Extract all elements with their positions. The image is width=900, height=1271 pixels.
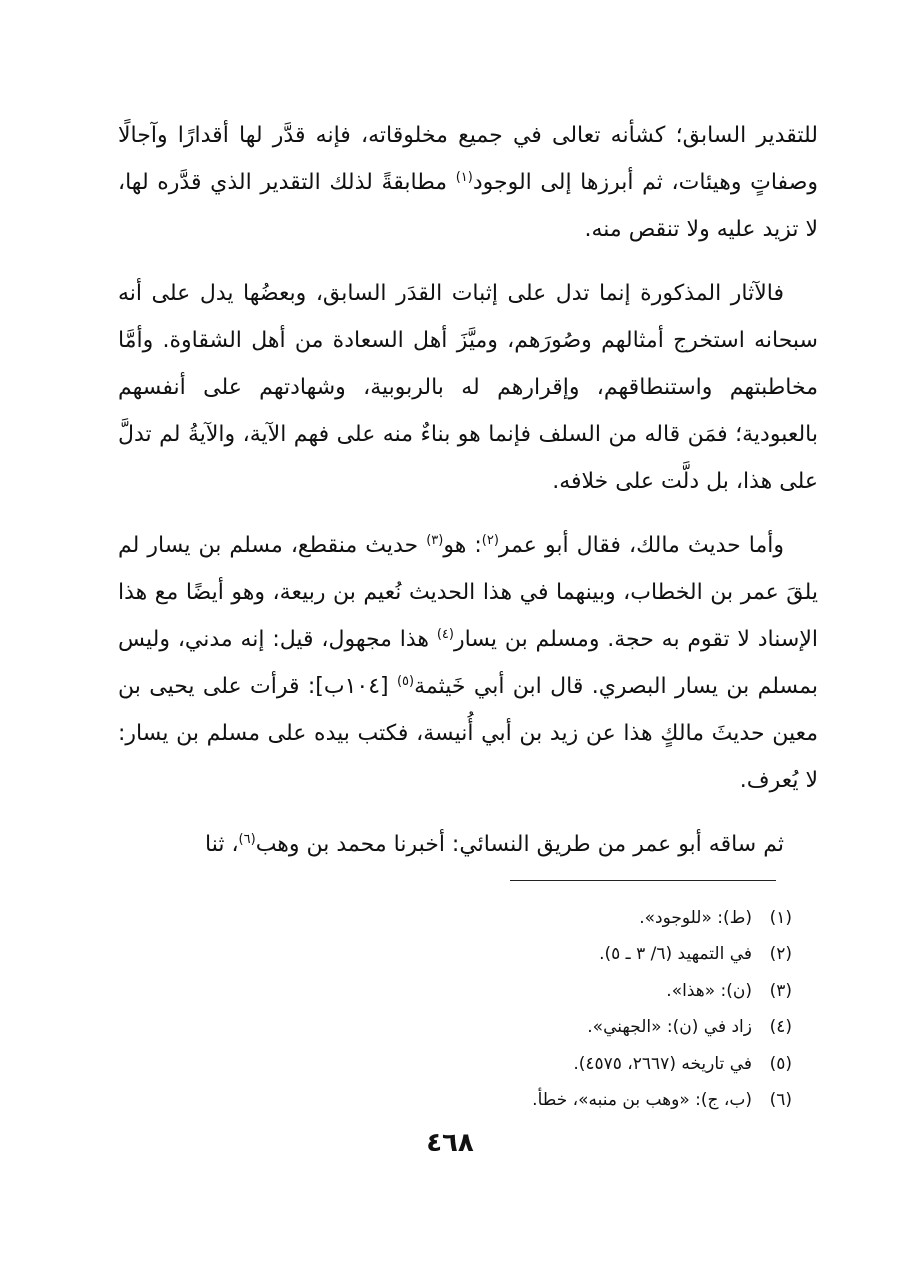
footnote-number: (٤) <box>769 1017 792 1038</box>
footnotes-list <box>118 900 792 1118</box>
paragraph-3-text-c: حديث منقطع، مسلم بن يسار لم يلقَ عمر بن الخطاب، وبينهما في هذا الحديث نُعيم بن ربيعة، وهو أيضًا مع هذا الإسناد لا تقوم به حجة. ومسلم بن يسار <box>118 533 818 652</box>
paragraph-3-text-e: [١٠٤ب]: قرأت على يحيى بن معين حديثَ مالكٍ هذا عن زيد بن أبي أُنيسة، فكتب بيده على مسلم بن يسار: لا يُعرف. <box>118 674 818 793</box>
footnote-ref-5[interactable]: (٥) <box>396 674 415 689</box>
footnote-text: في التمهيد (٦/ ٣ ـ ٥). <box>599 944 752 965</box>
footnote-ref-6[interactable]: (٦) <box>238 832 256 847</box>
paragraph-3 <box>118 522 818 804</box>
paragraph-2 <box>118 270 818 505</box>
footnote-text: زاد في (ن): «الجهني». <box>587 1017 752 1038</box>
footnote-number: (٢) <box>769 944 792 965</box>
footnote-item <box>118 1046 792 1082</box>
footnote-item <box>118 936 792 972</box>
paragraph-3-text-b: : هو <box>443 533 482 558</box>
paragraph-2-text: فالآثار المذكورة إنما تدل على إثبات القدَر السابق، وبعضُها يدل على أنه سبحانه استخرج أمثالهم وصُورَهم، وميَّزَ أهل السعادة من أهل الشقاوة. وأمَّا مخاطبتهم واستنطاقهم، وإقرارهم له بالربوبية، وشهادتهم على أنفسهم بالعبودية؛ فمَن قاله من السلف فإنما هو بناءٌ منه على فهم الآية، والآيةُ لم تدلَّ على هذا، بل دلَّت على خلافه. <box>118 281 818 494</box>
footnote-item <box>118 1082 792 1118</box>
paragraph-1-text-a: للتقدير السابق؛ كشأنه تعالى في جميع مخلوقاته، فإنه قدَّر لها أقدارًا وآجالًا وصفاتٍ وهيئات، ثم أبرزها إلى الوجود <box>118 123 818 195</box>
footnote-number: (٥) <box>769 1053 792 1074</box>
main-text <box>118 112 818 868</box>
footnote-ref-2[interactable]: (٢) <box>481 533 499 548</box>
footnote-item <box>118 1009 792 1045</box>
footnote-ref-1[interactable]: (١) <box>455 170 473 185</box>
footnote-number: (٣) <box>769 980 792 1001</box>
footnote-number: (١) <box>769 908 792 928</box>
paragraph-4 <box>118 821 818 868</box>
footnote-ref-4[interactable]: (٤) <box>436 627 454 642</box>
paragraph-3-text-a: وأما حديث مالك، فقال أبو عمر <box>498 533 785 558</box>
footnote-text: (ن): «هذا». <box>666 980 752 1001</box>
paragraph-4-text-a: ثم ساقه أبو عمر من طريق النسائي: أخبرنا محمد بن وهب <box>255 832 784 857</box>
paragraph-3-text-d: هذا مجهول، قيل: إنه مدني، وليس بمسلم بن يسار البصري. قال ابن أبي خَيثمة <box>118 627 819 699</box>
footnote-divider <box>510 880 776 881</box>
footnote-text: (ط): «للوجود». <box>639 908 752 928</box>
paragraph-4-text-b: ، ثنا <box>204 832 239 857</box>
paragraph-1 <box>118 112 818 253</box>
footnote-text: في تاريخه (٢٦٦٧، ٤٥٧٥). <box>573 1053 752 1074</box>
page-number: ٤٦٨ <box>426 1128 474 1158</box>
footnote-item <box>118 900 792 936</box>
paragraph-1-text-b: مطابقةً لذلك التقدير الذي قدَّره لها، لا تزيد عليه ولا تنقص منه. <box>118 170 818 242</box>
footnote-item <box>118 973 792 1009</box>
footnote-ref-3[interactable]: (٣) <box>426 533 444 548</box>
footnote-number: (٦) <box>769 1090 792 1111</box>
footnote-text: (ب، ج): «وهب بن منبه»، خطأ. <box>532 1090 752 1111</box>
